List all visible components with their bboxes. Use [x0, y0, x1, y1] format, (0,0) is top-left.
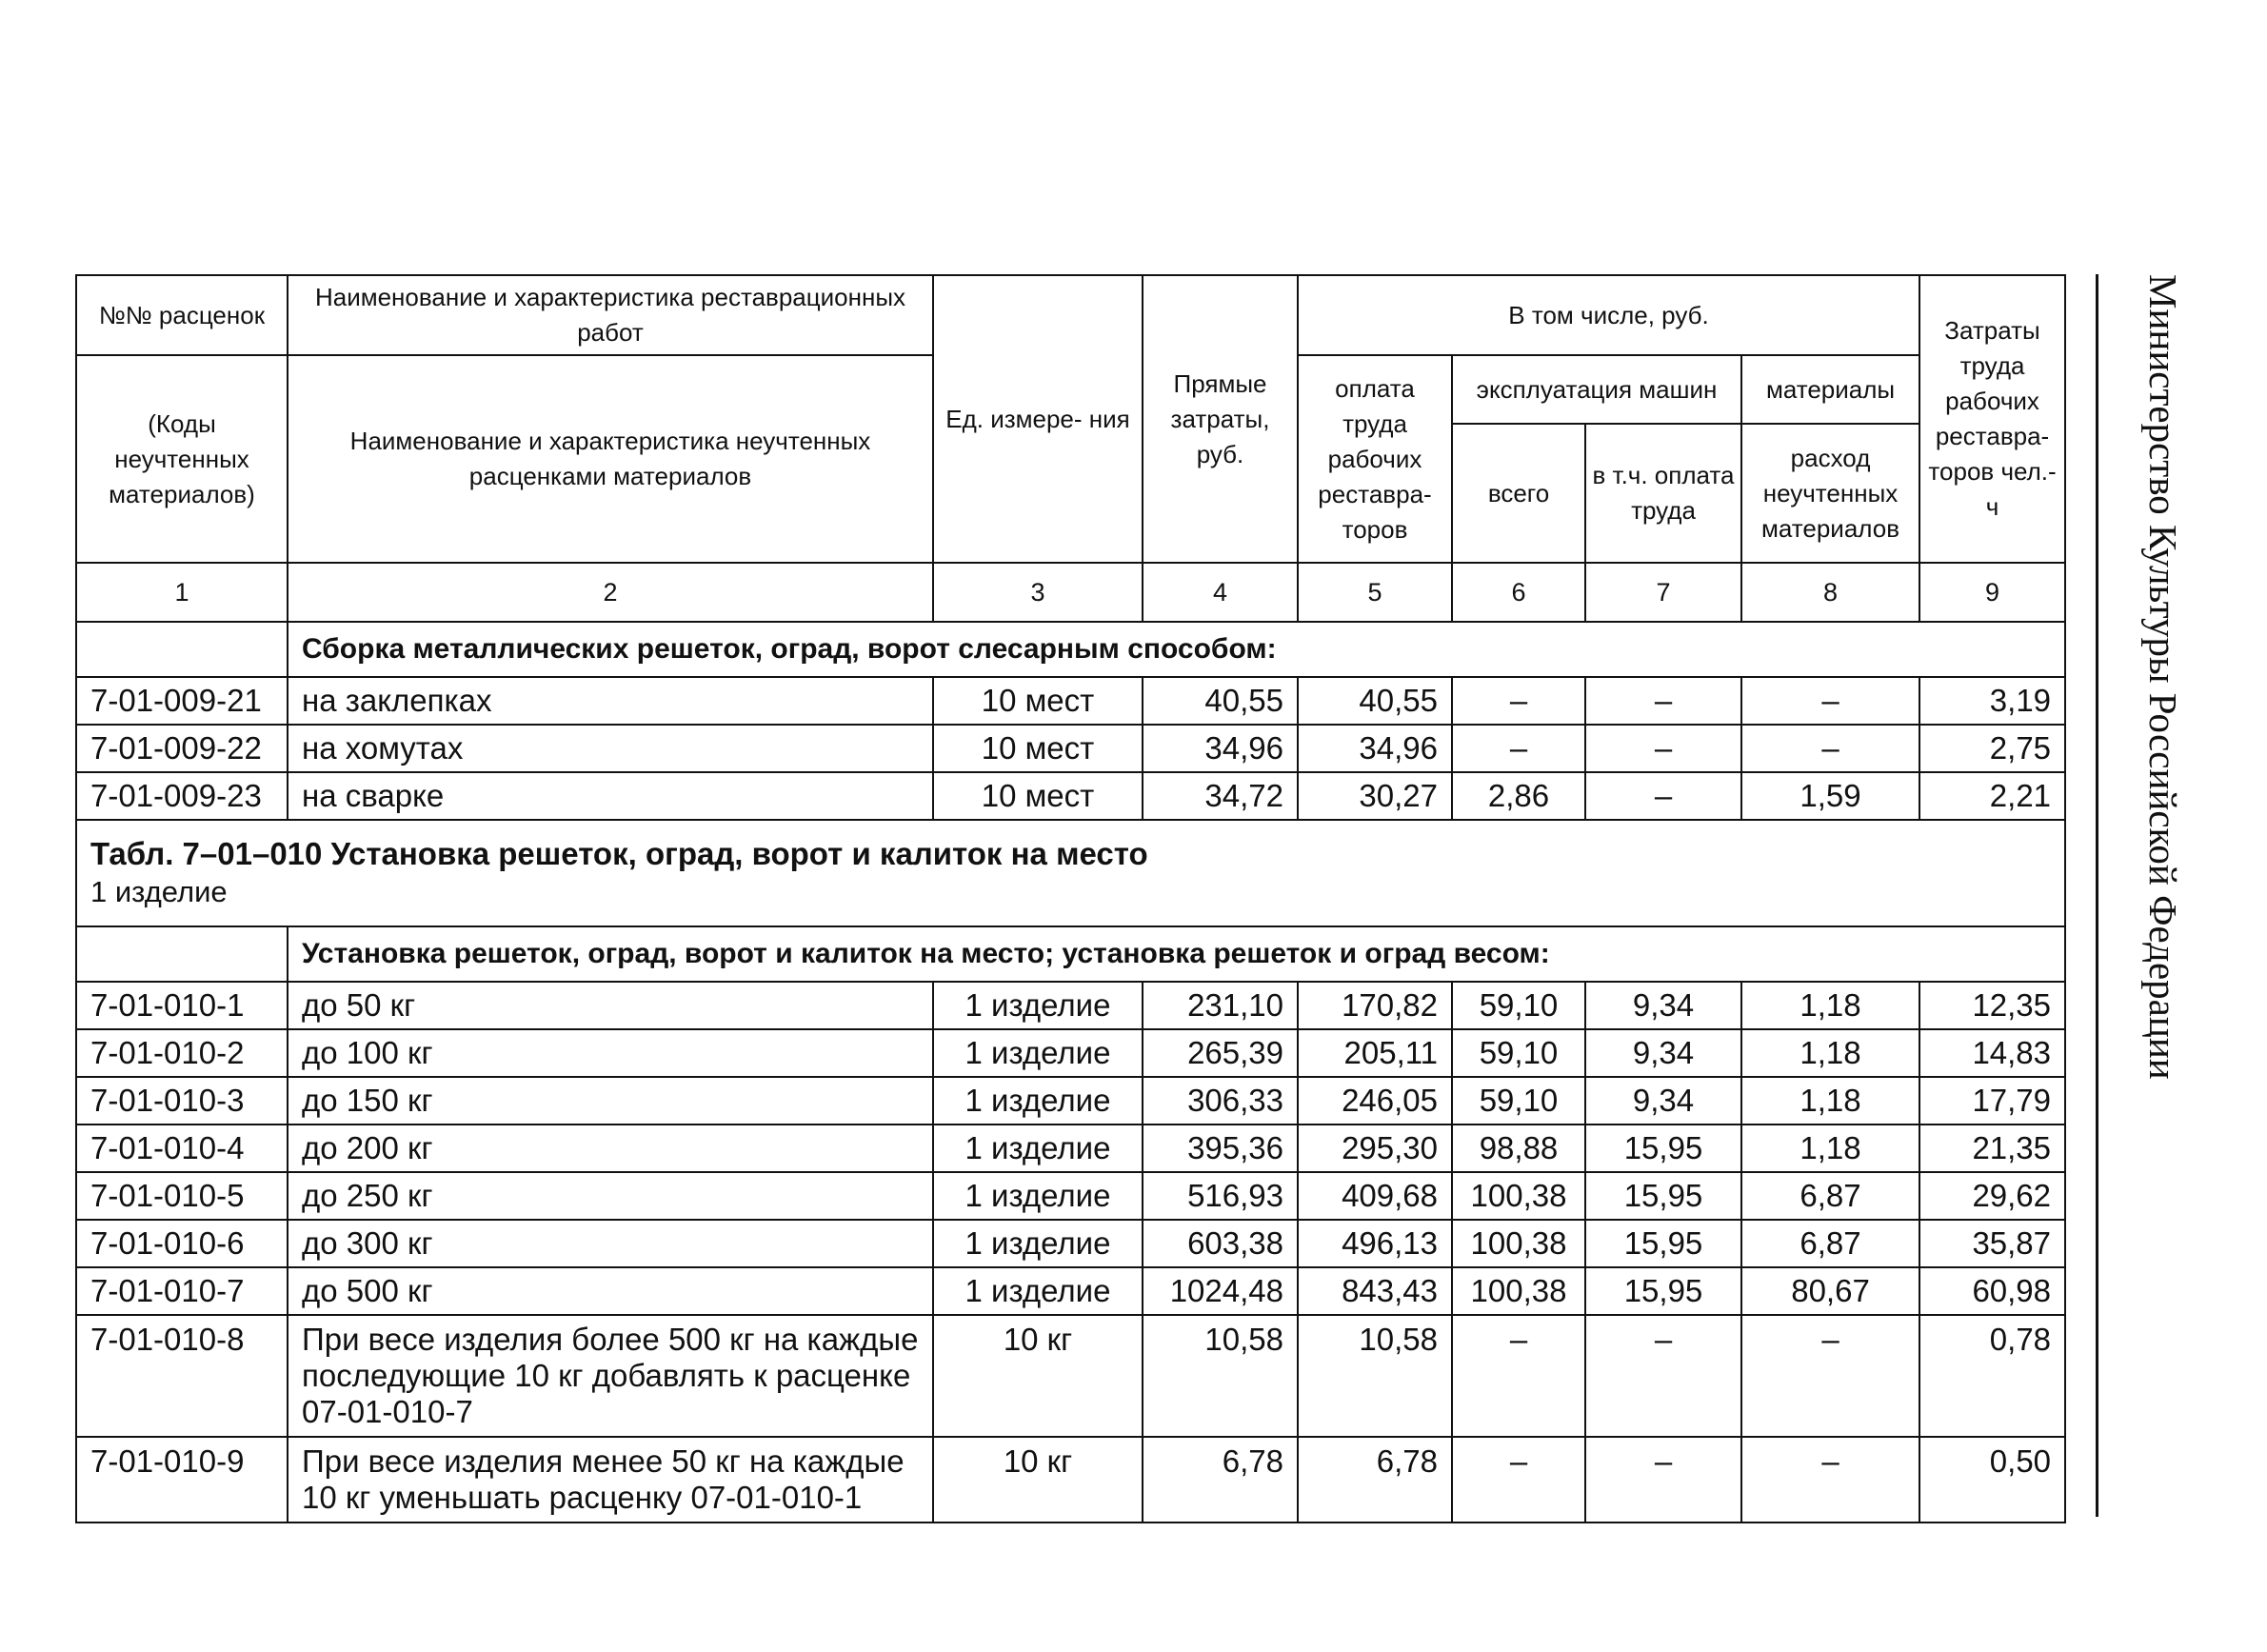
direct-costs: 34,72: [1143, 772, 1298, 820]
header-work-name: Наименование и характеристика реставрационных работ: [288, 275, 933, 355]
header-group: В том числе, руб.: [1298, 275, 1919, 355]
machines-total: –: [1452, 1437, 1585, 1523]
direct-costs: 603,38: [1143, 1220, 1298, 1267]
machines-total: –: [1452, 677, 1585, 725]
col-number: 8: [1741, 563, 1919, 622]
machines-labor: –: [1585, 725, 1741, 772]
col-number: 5: [1298, 563, 1452, 622]
direct-costs: 395,36: [1143, 1125, 1298, 1172]
labor-pay: 10,58: [1298, 1315, 1452, 1437]
machines-labor: –: [1585, 677, 1741, 725]
labor-hours: 29,62: [1919, 1172, 2065, 1220]
direct-costs: 34,96: [1143, 725, 1298, 772]
empty-cell: [76, 622, 288, 677]
materials-usage: –: [1741, 677, 1919, 725]
table-title-row: [76, 820, 2065, 926]
materials-usage: 80,67: [1741, 1267, 1919, 1315]
unit: 1 изделие: [933, 982, 1143, 1029]
table-row: [76, 1315, 2065, 1437]
table-title: Табл. 7–01–010 Установка решеток, оград, ворот и калиток на место: [90, 836, 1148, 871]
rate-code: 7-01-010-9: [76, 1437, 288, 1523]
table-title-cell: [76, 820, 2065, 926]
header-codes: №№ расценок: [76, 275, 288, 355]
materials-usage: 1,59: [1741, 772, 1919, 820]
machines-total: –: [1452, 1315, 1585, 1437]
col-number: 2: [288, 563, 933, 622]
col-number: 7: [1585, 563, 1741, 622]
work-name: до 250 кг: [288, 1172, 933, 1220]
empty-cell: [76, 926, 288, 982]
header-materials-usage: расход неучтенных материалов: [1741, 424, 1919, 563]
table-row: [76, 1125, 2065, 1172]
labor-hours: 2,21: [1919, 772, 2065, 820]
header-labor-pay: оплата труда рабочих реставра- торов: [1298, 355, 1452, 563]
unit: 10 мест: [933, 677, 1143, 725]
unit: 1 изделие: [933, 1077, 1143, 1125]
header-machines-labor: в т.ч. оплата труда: [1585, 424, 1741, 563]
materials-usage: –: [1741, 725, 1919, 772]
machines-labor: 15,95: [1585, 1267, 1741, 1315]
machines-total: 100,38: [1452, 1220, 1585, 1267]
col-number: 6: [1452, 563, 1585, 622]
work-name: до 100 кг: [288, 1029, 933, 1077]
unit: 1 изделие: [933, 1125, 1143, 1172]
machines-total: 2,86: [1452, 772, 1585, 820]
direct-costs: 10,58: [1143, 1315, 1298, 1437]
unit: 1 изделие: [933, 1029, 1143, 1077]
table-unit: 1 изделие: [90, 875, 228, 908]
work-name: до 500 кг: [288, 1267, 933, 1315]
price-table: [75, 274, 2066, 1523]
rate-code: 7-01-010-1: [76, 982, 288, 1029]
table-row: [76, 1077, 2065, 1125]
labor-hours: 60,98: [1919, 1267, 2065, 1315]
col-number: 1: [76, 563, 288, 622]
side-rule: [2096, 274, 2098, 1517]
rate-code: 7-01-010-3: [76, 1077, 288, 1125]
table-row: [76, 772, 2065, 820]
rate-code: 7-01-010-8: [76, 1315, 288, 1437]
table-row: [76, 677, 2065, 725]
machines-total: 59,10: [1452, 1077, 1585, 1125]
labor-pay: 409,68: [1298, 1172, 1452, 1220]
header-direct-costs: Прямые затраты, руб.: [1143, 275, 1298, 563]
work-name: до 150 кг: [288, 1077, 933, 1125]
header-material-name: Наименование и характеристика неучтенных расценками материалов: [288, 355, 933, 563]
labor-pay: 170,82: [1298, 982, 1452, 1029]
direct-costs: 40,55: [1143, 677, 1298, 725]
header-machines: эксплуатация машин: [1452, 355, 1741, 424]
machines-labor: –: [1585, 1437, 1741, 1523]
rate-code: 7-01-009-21: [76, 677, 288, 725]
labor-pay: 34,96: [1298, 725, 1452, 772]
labor-hours: 21,35: [1919, 1125, 2065, 1172]
materials-usage: 1,18: [1741, 982, 1919, 1029]
direct-costs: 1024,48: [1143, 1267, 1298, 1315]
machines-labor: 15,95: [1585, 1172, 1741, 1220]
col-number: 4: [1143, 563, 1298, 622]
machines-total: 59,10: [1452, 1029, 1585, 1077]
materials-usage: –: [1741, 1437, 1919, 1523]
unit: 10 мест: [933, 772, 1143, 820]
table-row: [76, 1437, 2065, 1523]
unit: 10 мест: [933, 725, 1143, 772]
unit: 10 кг: [933, 1437, 1143, 1523]
machines-total: 59,10: [1452, 982, 1585, 1029]
labor-hours: 12,35: [1919, 982, 2065, 1029]
work-name: При весе изделия более 500 кг на каждые последующие 10 кг добавлять к расценке 07-01-010-7: [288, 1315, 933, 1437]
direct-costs: 516,93: [1143, 1172, 1298, 1220]
labor-pay: 205,11: [1298, 1029, 1452, 1077]
labor-hours: 35,87: [1919, 1220, 2065, 1267]
work-name: до 200 кг: [288, 1125, 933, 1172]
machines-labor: 9,34: [1585, 982, 1741, 1029]
materials-usage: –: [1741, 1315, 1919, 1437]
rate-code: 7-01-010-2: [76, 1029, 288, 1077]
section-subtitle: Установка решеток, оград, ворот и калиток на место; установка решеток и оград весом:: [288, 926, 2065, 982]
materials-usage: 6,87: [1741, 1172, 1919, 1220]
side-title: Министерство Культуры Российской Федерации: [2141, 274, 2185, 1080]
work-name: до 50 кг: [288, 982, 933, 1029]
machines-total: 100,38: [1452, 1267, 1585, 1315]
machines-labor: 9,34: [1585, 1029, 1741, 1077]
labor-pay: 30,27: [1298, 772, 1452, 820]
materials-usage: 1,18: [1741, 1029, 1919, 1077]
materials-usage: 1,18: [1741, 1125, 1919, 1172]
table-row: [76, 1029, 2065, 1077]
direct-costs: 306,33: [1143, 1077, 1298, 1125]
machines-labor: 9,34: [1585, 1077, 1741, 1125]
table-row: [76, 1220, 2065, 1267]
labor-hours: 2,75: [1919, 725, 2065, 772]
col-number: 3: [933, 563, 1143, 622]
work-name: до 300 кг: [288, 1220, 933, 1267]
labor-hours: 17,79: [1919, 1077, 2065, 1125]
direct-costs: 265,39: [1143, 1029, 1298, 1077]
unit: 10 кг: [933, 1315, 1143, 1437]
rate-code: 7-01-009-22: [76, 725, 288, 772]
machines-labor: –: [1585, 1315, 1741, 1437]
rate-code: 7-01-010-4: [76, 1125, 288, 1172]
table-row: [76, 982, 2065, 1029]
work-name: на хомутах: [288, 725, 933, 772]
machines-total: 100,38: [1452, 1172, 1585, 1220]
labor-hours: 3,19: [1919, 677, 2065, 725]
labor-pay: 496,13: [1298, 1220, 1452, 1267]
rate-code: 7-01-010-7: [76, 1267, 288, 1315]
table-row: [76, 1172, 2065, 1220]
materials-usage: 6,87: [1741, 1220, 1919, 1267]
rate-code: 7-01-010-6: [76, 1220, 288, 1267]
table-row: [76, 1267, 2065, 1315]
unit: 1 изделие: [933, 1220, 1143, 1267]
rate-code: 7-01-010-5: [76, 1172, 288, 1220]
header-materials: материалы: [1741, 355, 1919, 424]
labor-pay: 40,55: [1298, 677, 1452, 725]
labor-pay: 295,30: [1298, 1125, 1452, 1172]
work-name: на сварке: [288, 772, 933, 820]
col-number: 9: [1919, 563, 2065, 622]
unit: 1 изделие: [933, 1267, 1143, 1315]
labor-pay: 843,43: [1298, 1267, 1452, 1315]
labor-pay: 246,05: [1298, 1077, 1452, 1125]
direct-costs: 6,78: [1143, 1437, 1298, 1523]
work-name: При весе изделия менее 50 кг на каждые 10 кг уменьшать расценку 07-01-010-1: [288, 1437, 933, 1523]
unit: 1 изделие: [933, 1172, 1143, 1220]
subtitle-row: [76, 926, 2065, 982]
rate-code: 7-01-009-23: [76, 772, 288, 820]
materials-usage: 1,18: [1741, 1077, 1919, 1125]
machines-labor: 15,95: [1585, 1125, 1741, 1172]
header-machines-total: всего: [1452, 424, 1585, 563]
machines-total: –: [1452, 725, 1585, 772]
header-labor-hours: Затраты труда рабочих реставра- торов чел.-ч: [1919, 275, 2065, 563]
header-unit: Ед. измере- ния: [933, 275, 1143, 563]
work-name: на заклепках: [288, 677, 933, 725]
machines-labor: 15,95: [1585, 1220, 1741, 1267]
section-subtitle: Сборка металлических решеток, оград, ворот слесарным способом:: [288, 622, 2065, 677]
header-material-codes: (Коды неучтенных материалов): [76, 355, 288, 563]
labor-hours: 14,83: [1919, 1029, 2065, 1077]
direct-costs: 231,10: [1143, 982, 1298, 1029]
labor-hours: 0,78: [1919, 1315, 2065, 1437]
labor-pay: 6,78: [1298, 1437, 1452, 1523]
machines-labor: –: [1585, 772, 1741, 820]
labor-hours: 0,50: [1919, 1437, 2065, 1523]
machines-total: 98,88: [1452, 1125, 1585, 1172]
table-row: [76, 725, 2065, 772]
